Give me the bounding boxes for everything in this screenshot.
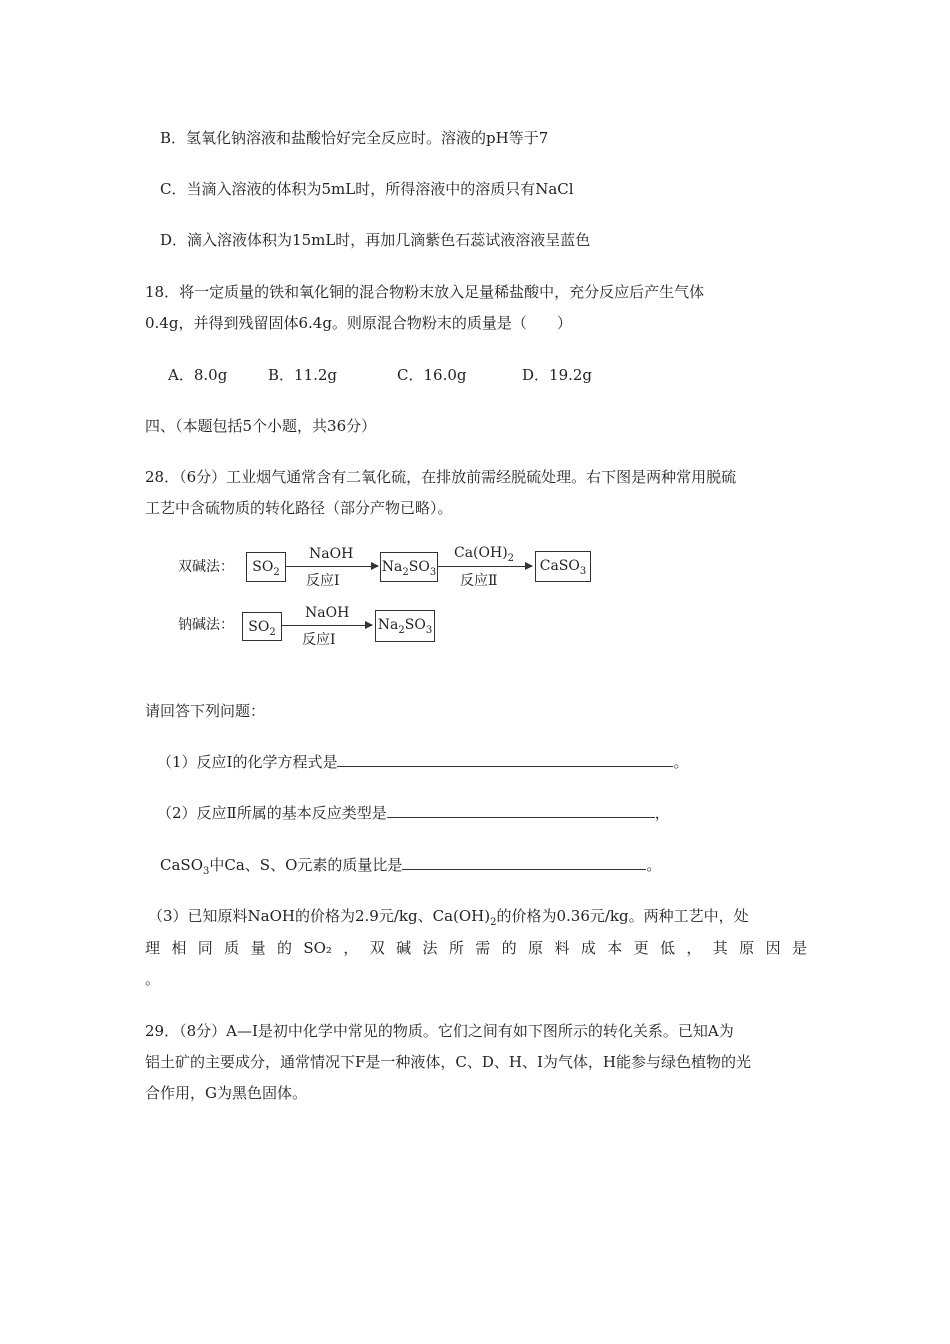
q28-sub3-line2: 理 相 同 质 量 的 SO₂ ， 双 碱 法 所 需 的 原 料 成 本 更 低 ， 其 原 因 是 [145, 939, 807, 957]
q17-option-c: C．当滴入溶液的体积为5mL时，所得溶液中的溶质只有NaCl [160, 180, 574, 198]
caso3-box: CaSO$_3$ [535, 551, 591, 582]
double-alkali-label: 双碱法： [178, 559, 234, 575]
section-heading: 四、（本题包括5个小题，共36分） [145, 417, 377, 435]
q18-option-c: C．16.0g [397, 366, 467, 384]
naoh-reagent-label: NaOH [305, 605, 350, 621]
reaction-arrow [438, 566, 532, 567]
q29-line1: 29．（8分）A—I是初中化学中常见的物质。它们之间有如下图所示的转化关系。已知A为 [145, 1022, 734, 1040]
reaction-1-label: 反应Ⅰ [306, 573, 340, 589]
q28-sub1: （1）反应Ⅰ的化学方程式是 。 [157, 753, 689, 771]
q28-sub3-line3: 。 [145, 970, 161, 988]
q28-sub2: （2）反应Ⅱ所属的基本反应类型是 ， [157, 804, 670, 822]
answer-blank[interactable] [387, 803, 655, 818]
q18-line2: 0.4g，并得到残留固体6.4g。则原混合物粉末的质量是（ ） [145, 314, 572, 332]
q29-line3: 合作用，G为黑色固体。 [145, 1084, 307, 1102]
reaction-arrow [286, 566, 378, 567]
q18-option-d: D．19.2g [522, 366, 593, 384]
q18-option-a: A．8.0g [168, 366, 228, 384]
q28-line2: 工艺中含硫物质的转化路径（部分产物已略）。 [145, 499, 453, 517]
caoh2-reagent-label: $Ca(OH)_2$ [454, 545, 515, 564]
answer-blank[interactable] [337, 752, 673, 767]
q29-line2: 铝土矿的主要成分，通常情况下F是一种液体，C、D、H、I为气体，H能参与绿色植物的光 [145, 1053, 752, 1071]
na2so3-box: $Na_2SO_3$ [375, 610, 435, 642]
q17-option-b: B．氢氧化钠溶液和盐酸恰好完全反应时。溶液的pH等于7 [160, 129, 549, 147]
q28-line1: 28．（6分）工业烟气通常含有二氧化硫，在排放前需经脱硫处理。右下图是两种常用脱硫 [145, 468, 737, 486]
so2-box: $SO_2$ [242, 612, 282, 641]
q18-option-b: B．11.2g [268, 366, 338, 384]
so2-box: $SO_2$ [246, 552, 286, 582]
q18-line1: 18．将一定质量的铁和氧化铜的混合物粉末放入足量稀盐酸中，充分反应后产生气体 [145, 283, 705, 301]
answer-blank[interactable] [402, 855, 646, 870]
sodium-alkali-label: 钠碱法： [178, 617, 234, 633]
q28-prompt: 请回答下列问题： [145, 702, 266, 720]
na2so3-box: $Na_2SO_3$ [380, 552, 438, 582]
reaction-arrow [282, 625, 372, 626]
q28-sub2b: CaSO$_3$中Ca、S、O元素的质量比是 。 [160, 856, 662, 877]
q17-option-d: D．滴入溶液体积为15mL时，再加几滴紫色石蕊试液溶液呈蓝色 [160, 231, 591, 249]
reaction-1-label: 反应Ⅰ [302, 632, 336, 648]
reaction-2-label: 反应Ⅱ [460, 573, 498, 589]
q28-sub3-line1: （3）已知原料NaOH的价格为2.9元/kg、$Ca(OH)_2$的价格为0.36元/kg。两种工艺中，处 [148, 907, 749, 928]
naoh-reagent-label: NaOH [309, 546, 354, 562]
